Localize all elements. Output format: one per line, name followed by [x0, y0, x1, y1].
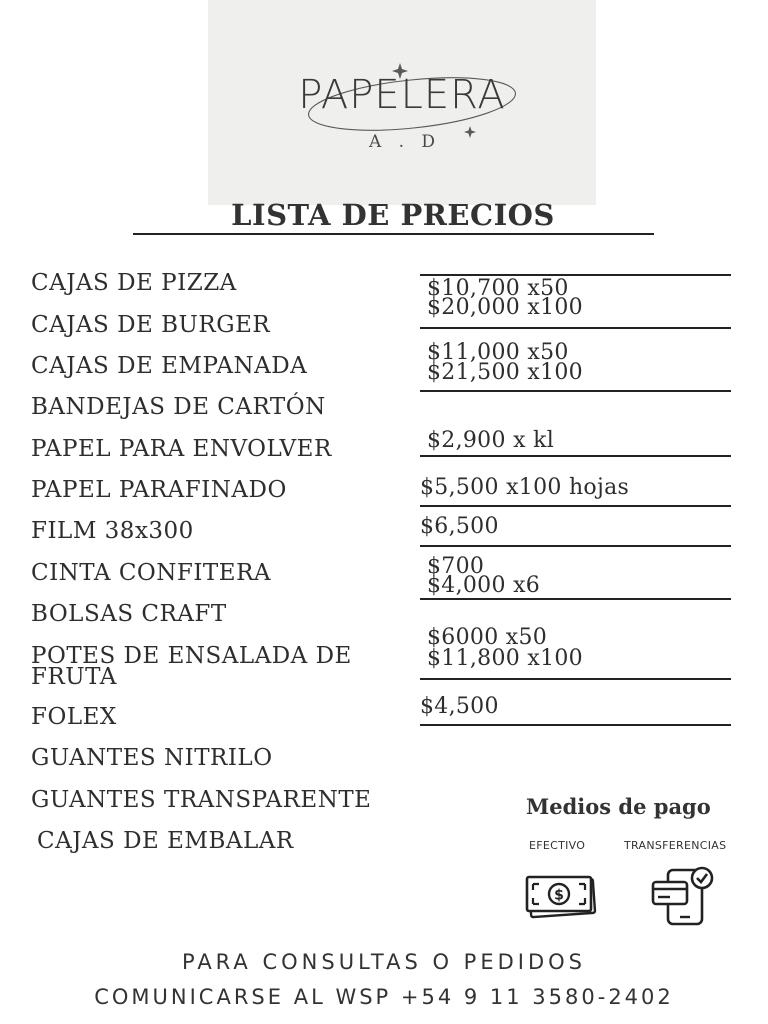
footer-contact: COMUNICARSE AL WSP +54 9 11 3580-2402: [94, 985, 674, 1009]
svg-text:$: $: [554, 887, 564, 904]
price-value: $10,700 x50: [427, 276, 569, 301]
price-value: $11,800 x100: [427, 646, 583, 671]
phone-card-icon: [650, 864, 716, 928]
list-item: CAJAS DE EMBALAR: [37, 828, 294, 854]
logo-name: PAPELERA: [298, 72, 506, 118]
list-item: FILM 38x300: [31, 518, 194, 544]
price-value: $4,000 x6: [427, 573, 541, 598]
logo-subtitle: A . D: [368, 132, 442, 152]
price-value: $6000 x50: [427, 625, 548, 650]
list-item: CAJAS DE PIZZA: [31, 270, 237, 296]
list-item: GUANTES TRANSPARENTE: [31, 787, 372, 813]
list-item: FOLEX: [31, 704, 117, 730]
price-divider: [420, 545, 731, 547]
list-item: PAPEL PARAFINADO: [31, 477, 287, 503]
list-item: CAJAS DE EMPANADA: [31, 353, 308, 379]
price-value: $4,500: [420, 694, 499, 719]
footer-line-1: PARA CONSULTAS O PEDIDOS: [182, 950, 586, 974]
price-divider: [420, 598, 731, 600]
payment-methods-title: Medios de pago: [526, 794, 711, 819]
price-divider: [420, 678, 731, 680]
price-divider: [420, 390, 731, 392]
list-item: PAPEL PARA ENVOLVER: [31, 436, 332, 462]
cash-icon: [524, 872, 600, 920]
logo-panel: [208, 0, 596, 205]
price-value: $5,500 x100 hojas: [420, 475, 630, 500]
price-divider: [420, 724, 731, 726]
list-item: FRUTA: [31, 664, 117, 690]
list-item: CAJAS DE BURGER: [31, 312, 271, 338]
price-value: $20,000 x100: [427, 295, 583, 320]
cash-label: EFECTIVO: [529, 839, 586, 852]
price-value: $700: [427, 554, 485, 579]
list-item: CINTA CONFITERA: [31, 560, 271, 586]
price-divider: [420, 327, 731, 329]
page-title: LISTA DE PRECIOS: [231, 198, 555, 232]
price-divider: [420, 505, 731, 507]
list-item: POTES DE ENSALADA DE: [31, 643, 352, 669]
price-value: $11,000 x50: [427, 340, 569, 365]
price-value: $21,500 x100: [427, 360, 583, 385]
list-item: BANDEJAS DE CARTÓN: [31, 394, 326, 420]
transfer-label: TRANSFERENCIAS: [624, 839, 727, 852]
title-underline: [133, 233, 654, 235]
price-divider: [420, 455, 731, 457]
price-value: $2,900 x kl: [427, 428, 555, 453]
list-item: BOLSAS CRAFT: [31, 601, 227, 627]
list-item: GUANTES NITRILO: [31, 745, 273, 771]
price-value: $6,500: [420, 514, 499, 539]
